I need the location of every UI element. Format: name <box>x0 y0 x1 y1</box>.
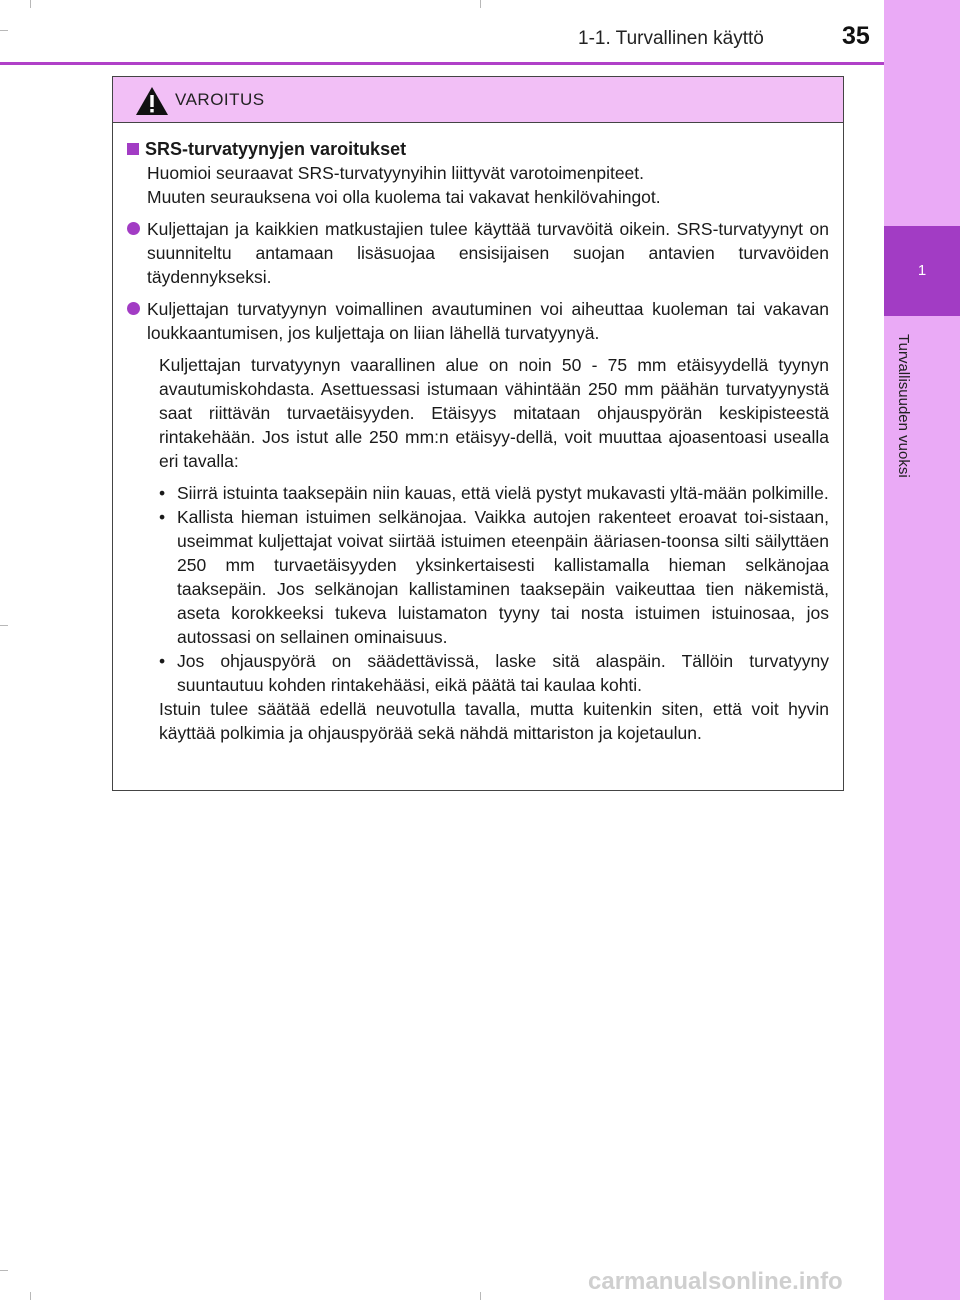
watermark: carmanualsonline.info <box>588 1268 843 1295</box>
sub-bullet-mark: • <box>159 651 166 671</box>
bullet-text: Kuljettajan ja kaikkien matkustajien tulee käyttää turvavöitä oikein. SRS-turvatyynyt on suunniteltu antamaan lisäsuojaa ensisijaisen suojan antavien turvavöiden täydennykseksi. <box>147 219 829 287</box>
crop-mark <box>480 0 481 8</box>
circle-bullet-icon <box>127 222 140 235</box>
header-rule <box>0 62 884 65</box>
page-number: 35 <box>842 22 870 50</box>
sub-list-text: Siirrä istuinta taaksepäin niin kauas, että vielä pystyt mukavasti yltä-mään polkimille. <box>177 483 829 503</box>
sub-list-item <box>159 481 829 505</box>
sub-list-text: Kallista hieman istuimen selkänojaa. Vaikka autojen rakenteet eroavat toi-sistaan, useimmat kuljettajat voivat siirtää istuimen eteenpäin ääriasen-toonsa silti säilyttäen 250 mm turvaetäisyyden yksinkertaisesti kallistamalla hieman selkänojaa taaksepäin. Jos selkänojan kallistaminen taaksepäin vaikeuttaa tien näkemistä, aseta korokkeeksi tukeva luistamaton tyyny tai nosta istuimen istuinosaa, jos autossasi on sellainen ominaisuus. <box>177 507 829 647</box>
bullet-item <box>127 217 829 289</box>
crop-mark <box>0 1270 8 1271</box>
intro-line: Huomioi seuraavat SRS-turvatyynyihin liittyvät varotoimenpiteet. <box>147 163 645 183</box>
section-title: 1-1. Turvallinen käyttö <box>578 28 764 49</box>
crop-mark <box>0 30 8 31</box>
section-heading-text: SRS-turvatyynyjen varoitukset <box>145 139 407 159</box>
warning-body <box>127 137 829 745</box>
chapter-number: 1 <box>917 262 927 279</box>
chapter-side-tab <box>884 0 960 1300</box>
sub-bullet-mark: • <box>159 507 166 527</box>
bullet-item <box>127 297 829 345</box>
crop-mark <box>480 1292 481 1300</box>
crop-mark <box>30 1292 31 1300</box>
section-heading <box>127 137 829 161</box>
bullet-text: Kuljettajan turvatyynyn voimallinen avautuminen voi aiheuttaa kuoleman tai vakavan loukkaantumisen, jos kuljettaja on liian lähellä turvatyynyä. <box>147 299 829 343</box>
intro-line: Muuten seurauksena voi olla kuolema tai vakavat henkilövahingot. <box>147 187 661 207</box>
sub-list-item <box>159 505 829 649</box>
crop-mark <box>0 625 8 626</box>
sub-list-item <box>159 649 829 697</box>
chapter-title: Turvallisuuden vuoksi <box>895 334 912 478</box>
square-bullet-icon <box>127 143 139 155</box>
warning-header <box>113 77 843 123</box>
closing-paragraph: Istuin tulee säätää edellä neuvotulla tavalla, mutta kuitenkin siten, että voit hyvin käyttää polkimia ja ohjauspyörää sekä nähdä mittariston ja kojetaulun. <box>159 699 829 743</box>
crop-mark <box>30 0 31 8</box>
warning-box <box>112 76 844 791</box>
sub-bullet-mark: • <box>159 483 166 503</box>
sub-list-text: Jos ohjauspyörä on säädettävissä, laske sitä alaspäin. Tällöin turvatyyny suuntautuu kohden rintakehääsi, eikä päätä tai kaulaa kohti. <box>177 651 829 695</box>
warning-label: VAROITUS <box>175 90 265 109</box>
detail-paragraph: Kuljettajan turvatyynyn vaarallinen alue on noin 50 - 75 mm etäisyydellä tyynyn avautumiskohdasta. Asettuessasi istumaan vähintään 250 mm päähän turvatyynystä saat riittävän turvaetäisyyden. Etäisyys mitataan ohjauspyörän keskipisteestä rintakehään. Jos istut alle 250 mm:n etäisyy-dellä, voit muuttaa ajoasentoasi usealla eri tavalla: <box>159 355 829 471</box>
warning-triangle-icon <box>135 86 169 116</box>
circle-bullet-icon <box>127 302 140 315</box>
